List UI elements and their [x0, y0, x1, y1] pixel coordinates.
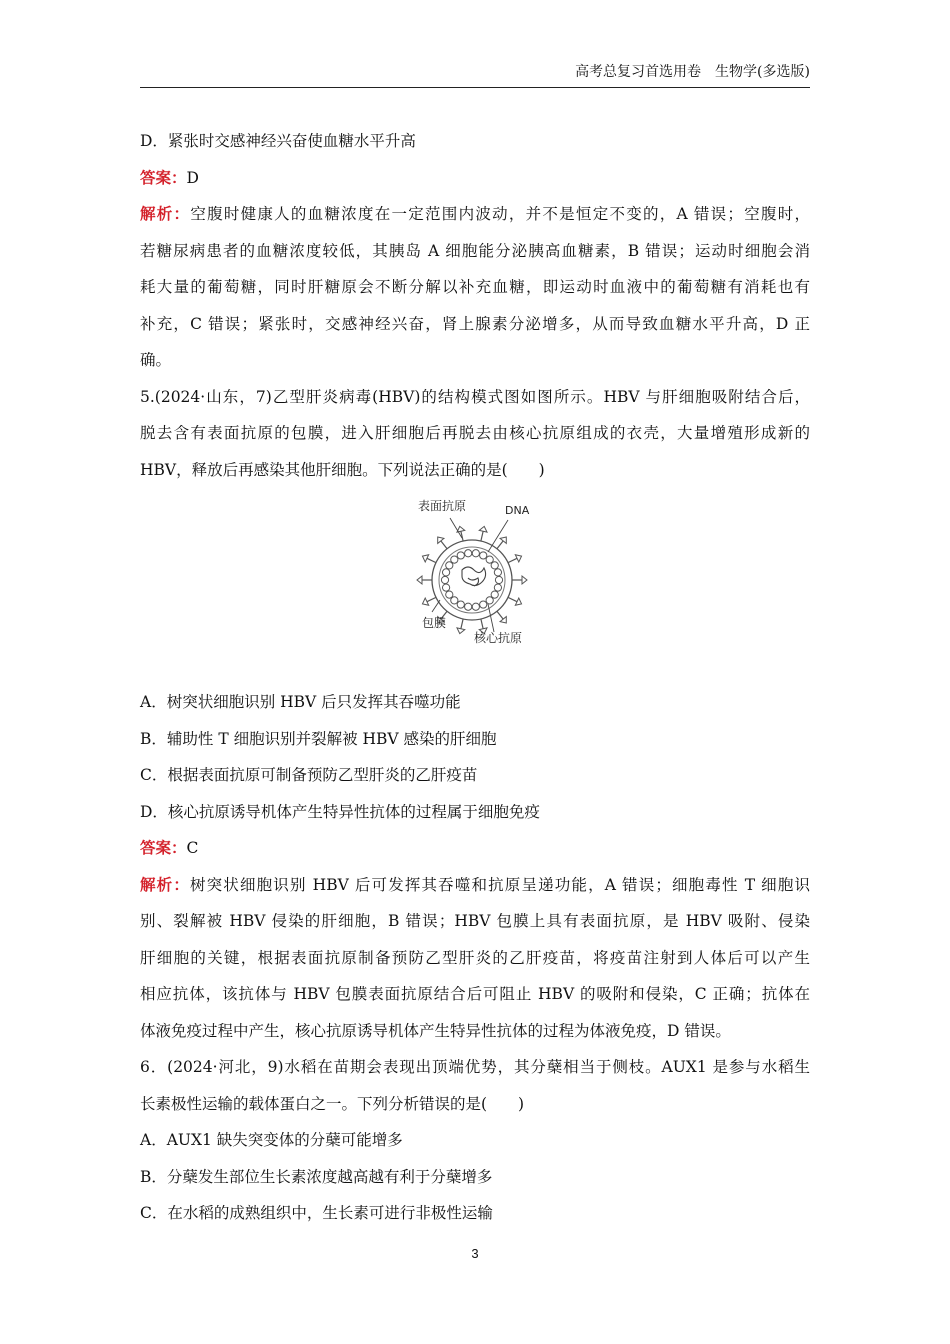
- page-content: [140, 123, 810, 1232]
- q4-analysis-line-5: 确。: [140, 351, 172, 369]
- q5-option-c: C．根据表面抗原可制备预防乙型肝炎的乙肝疫苗: [140, 766, 478, 784]
- q5-analysis-label: 解析：: [140, 874, 190, 894]
- core-bead: [472, 603, 479, 610]
- spike-head: [500, 617, 506, 623]
- core-bead: [442, 584, 449, 591]
- core-bead: [480, 601, 487, 608]
- spike-head: [417, 576, 422, 584]
- q5-answer-label: 答案：: [140, 838, 187, 857]
- core-bead: [451, 556, 458, 563]
- spike-stem: [441, 541, 447, 549]
- q4-answer-label: 答案：: [140, 167, 187, 187]
- label-dna: DNA: [505, 504, 530, 517]
- envelope-leader: [432, 600, 440, 612]
- core-bead: [441, 576, 448, 583]
- spike-stem: [497, 611, 503, 619]
- q6-option-a: A．AUX1 缺失突变体的分蘖可能增多: [140, 1131, 403, 1149]
- q5-stem-line-2: 脱去含有表面抗原的包膜，进入肝细胞后再脱去由核心抗原组成的衣壳，大量增殖形成新的: [140, 424, 810, 442]
- q5-option-b: B．辅助性 T 细胞识别并裂解被 HBV 感染的肝细胞: [140, 729, 497, 748]
- dna-strand: [462, 567, 486, 586]
- spike-stem: [508, 558, 517, 562]
- hbv-structure-diagram: [410, 492, 540, 674]
- page-number: 3: [471, 1246, 479, 1261]
- q4-analysis-line-3: 耗大量的葡萄糖，同时肝糖原会不断分解以补充血糖，即运动时血液中的葡萄糖有消耗也有: [140, 278, 810, 296]
- q4-analysis-line-1: 解析：空腹时健康人的血糖浓度在一定范围内波动，并不是恒定不变的，A 错误；空腹时，: [140, 204, 810, 223]
- q5-analysis-line-2: 别、裂解被 HBV 侵染的肝细胞，B 错误；HBV 包膜上具有表面抗原，是 HBV 吸附、侵染: [140, 912, 810, 930]
- core-bead: [446, 562, 453, 569]
- core-bead: [486, 597, 493, 604]
- core-bead: [465, 550, 472, 557]
- spike-stem: [481, 531, 483, 541]
- q6-stem-line-1: 6．(2024·河北，9)水稻在苗期会表现出顶端优势，其分蘖相当于侧枝。AUX1 是参与水稻生: [140, 1058, 810, 1076]
- label-envelope: 包膜: [422, 616, 447, 630]
- core-bead: [465, 603, 472, 610]
- core-bead: [480, 552, 487, 559]
- core-bead: [486, 556, 493, 563]
- spike-stem: [427, 558, 436, 562]
- spike-head: [479, 526, 487, 532]
- core-bead: [457, 601, 464, 608]
- q5-analysis-line-4: 相应抗体，该抗体与 HBV 包膜表面抗原结合后可阻止 HBV 的吸附和侵染，C 正确；抗体在: [140, 985, 810, 1003]
- q4-analysis-line-2: 若糖尿病患者的血糖浓度较低，其胰岛 A 细胞能分泌胰高血糖素，B 错误；运动时细胞会消: [140, 241, 810, 260]
- core-bead: [472, 550, 479, 557]
- q5-stem-line-3: HBV，释放后再感染其他肝细胞。下列说法正确的是( ): [140, 460, 545, 479]
- q5-option-d: D．核心抗原诱导机体产生特异性抗体的过程属于细胞免疫: [140, 802, 540, 821]
- q5-analysis-line-5: 体液免疫过程中产生，核心抗原诱导机体产生特异性抗体的过程为体液免疫，D 错误。: [140, 1021, 731, 1040]
- core-bead: [446, 591, 453, 598]
- q5-option-a: A．树突状细胞识别 HBV 后只发挥其吞噬功能: [140, 693, 461, 711]
- core-antigen-leader: [488, 604, 494, 632]
- q5-analysis-line-1: 解析：树突状细胞识别 HBV 后可发挥其吞噬和抗原呈递功能，A 错误；细胞毒性 T 细胞识: [140, 874, 810, 894]
- core-bead: [491, 591, 498, 598]
- core-bead: [495, 576, 502, 583]
- label-core-antigen: 核心抗原: [474, 631, 523, 645]
- q6-stem-line-2: 长素极性运输的载体蛋白之一。下列分析错误的是( ): [140, 1094, 525, 1113]
- spike-stem: [497, 541, 503, 549]
- q4-analysis-line-4: 补充，C 错误；紧张时，交感神经兴奋，肾上腺素分泌增多，从而导致血糖水平升高，D 正: [140, 314, 810, 333]
- core-bead: [494, 569, 501, 576]
- q6-option-b: B．分蘖发生部位生长素浓度越高越有利于分蘖增多: [140, 1167, 493, 1186]
- q4-answer-value: D: [186, 168, 199, 187]
- label-surface-antigen: 表面抗原: [418, 499, 467, 513]
- spike-head: [438, 537, 444, 543]
- q5-answer: [140, 830, 810, 867]
- core-bead: [491, 562, 498, 569]
- q5-stem-line-1: 5.(2024·山东，7)乙型肝炎病毒(HBV)的结构模式图如图所示。HBV 与肝细胞吸附结合后，: [140, 387, 810, 406]
- spike-stem: [427, 597, 436, 601]
- spike-stem: [481, 619, 483, 629]
- running-header: 高考总复习首选用卷 生物学(多选版): [575, 64, 810, 80]
- q6-option-c: C．在水稻的成熟组织中，生长素可进行非极性运输: [140, 1204, 493, 1222]
- q4-answer: [140, 160, 810, 197]
- core-bead: [442, 569, 449, 576]
- q5-answer-value: C: [186, 839, 199, 857]
- spike-stem: [461, 619, 463, 629]
- q4-option-d: D．紧张时交感神经兴奋使血糖水平升高: [140, 132, 416, 150]
- spike-head: [522, 576, 527, 584]
- hbv-figure: [140, 492, 810, 674]
- q5-analysis-line-3: 肝细胞的关键，根据表面抗原制备预防乙型肝炎的乙肝疫苗，将疫苗注射到人体后可以产生: [140, 948, 810, 967]
- q4-analysis-label: 解析：: [140, 204, 191, 223]
- core-bead: [457, 552, 464, 559]
- spike-stem: [508, 597, 517, 601]
- spike-head: [457, 628, 465, 634]
- core-bead: [451, 597, 458, 604]
- core-bead: [494, 584, 501, 591]
- header-rule: [140, 87, 810, 88]
- spike-head: [500, 537, 506, 543]
